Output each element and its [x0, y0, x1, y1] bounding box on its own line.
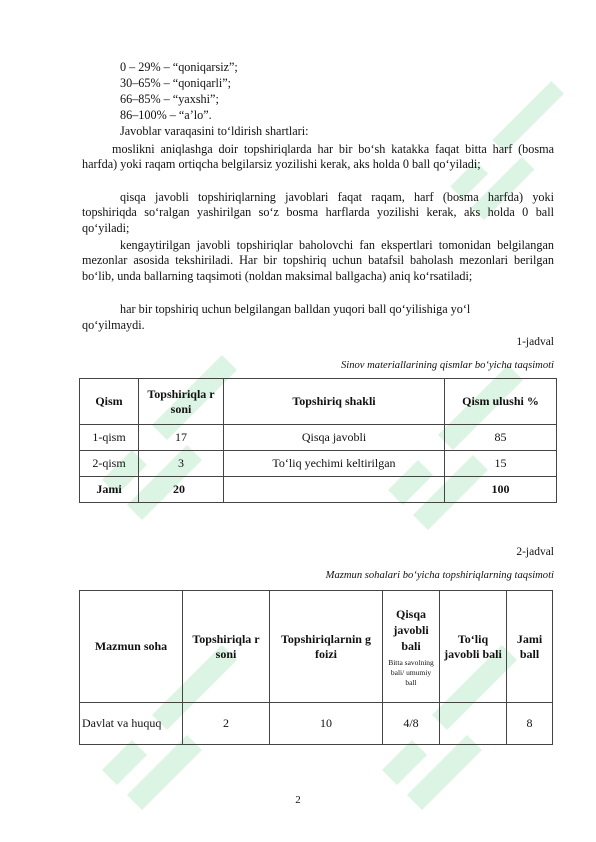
table-cell: 8 — [507, 703, 553, 745]
paragraph: qisqa javobli topshiriqlarning javoblari faqat raqam, harf (bosma harfda) yoki topshiriqda so‘ralgan yashirilgan so‘z bosma harflarda yozilishi kerak, aks holda 0 ball qo‘yiladi; — [82, 190, 554, 235]
page-number: 2 — [295, 794, 301, 806]
table-cell — [440, 703, 507, 745]
table-label: 1-jadval — [516, 336, 554, 348]
table-cell: 2-qism — [80, 451, 139, 477]
table-cell: Davlat va huquq — [80, 703, 183, 745]
table-caption: Mazmun sohalari bo‘yicha topshiriqlarning taqsimoti — [325, 570, 554, 581]
table-cell: 15 — [445, 451, 557, 477]
paragraph: moslikni aniqlashga doir topshiriqlarda har bir bo‘sh katakka faqat bitta harf (bosma harfda) yoki raqam ortiqcha belgilarsiz yozilishi kerak, aks holda 0 ball qo‘yiladi; — [82, 142, 554, 172]
table-cell: 100 — [445, 477, 557, 503]
header-cell: Mazmun soha — [80, 591, 183, 703]
table-cell: 2 — [183, 703, 270, 745]
table-cell: 20 — [139, 477, 224, 503]
header-cell: To‘liq javobli bali — [440, 591, 507, 703]
table-parts — [79, 378, 557, 503]
header-cell: Topshiriqla r soni — [139, 379, 224, 425]
table-caption: Sinov materiallarining qismlar bo‘yicha taqsimoti — [340, 360, 554, 371]
header-cell: Topshiriqlarnin g foizi — [270, 591, 383, 703]
rules-heading: Javoblar varaqasini to‘ldirish shartlari: — [120, 124, 309, 138]
grade-line: 66–85% – “yaxshi”; — [120, 92, 219, 106]
table-cell: 85 — [445, 425, 557, 451]
table-cell: Qisqa javobli — [224, 425, 445, 451]
header-cell: Topshiriq shakli — [224, 379, 445, 425]
header-text: Qisqa javobli bali — [393, 606, 429, 653]
grade-line: 86–100% – “a’lo”. — [120, 108, 212, 122]
table-cell: 17 — [139, 425, 224, 451]
header-subtext: Bitta savolning bali/ umumiy ball — [388, 657, 434, 687]
table-cell: 4/8 — [383, 703, 440, 745]
header-cell — [383, 591, 440, 703]
table-label: 2-jadval — [516, 546, 554, 558]
table-row — [80, 451, 557, 477]
header-cell: Topshiriqla r soni — [183, 591, 270, 703]
paragraph: kengaytirilgan javobli topshiriqlar baholovchi fan ekspertlari tomonidan belgilangan mezonlar asosida tekshiriladi. Har bir topshiriq uchun batafsil baholash mezonlari berilgan bo‘lib, unda ballarning taqsimoti (noldan maksimal ballgacha) aniq ko‘rsatiladi; — [82, 238, 554, 283]
header-cell: Qism ulushi % — [445, 379, 557, 425]
table-total-row — [80, 477, 557, 503]
table-cell: 3 — [139, 451, 224, 477]
header-cell: Qism — [80, 379, 139, 425]
paragraph: har bir topshiriq uchun belgilangan balldan yuqori ball qo‘yilishiga yo‘l — [120, 302, 471, 316]
paragraph: qo‘yilmaydi. — [82, 318, 145, 332]
table-cell — [224, 477, 445, 503]
table-content-areas — [79, 590, 553, 745]
grade-line: 30–65% – “qoniqarli”; — [120, 76, 232, 90]
table-row — [80, 425, 557, 451]
table-row — [80, 703, 553, 745]
grade-line: 0 – 29% – “qoniqarsiz”; — [120, 60, 238, 74]
table-cell: To‘liq yechimi keltirilgan — [224, 451, 445, 477]
table-cell: 1-qism — [80, 425, 139, 451]
table-cell: 10 — [270, 703, 383, 745]
table-cell: Jami — [80, 477, 139, 503]
header-cell: Jami ball — [507, 591, 553, 703]
